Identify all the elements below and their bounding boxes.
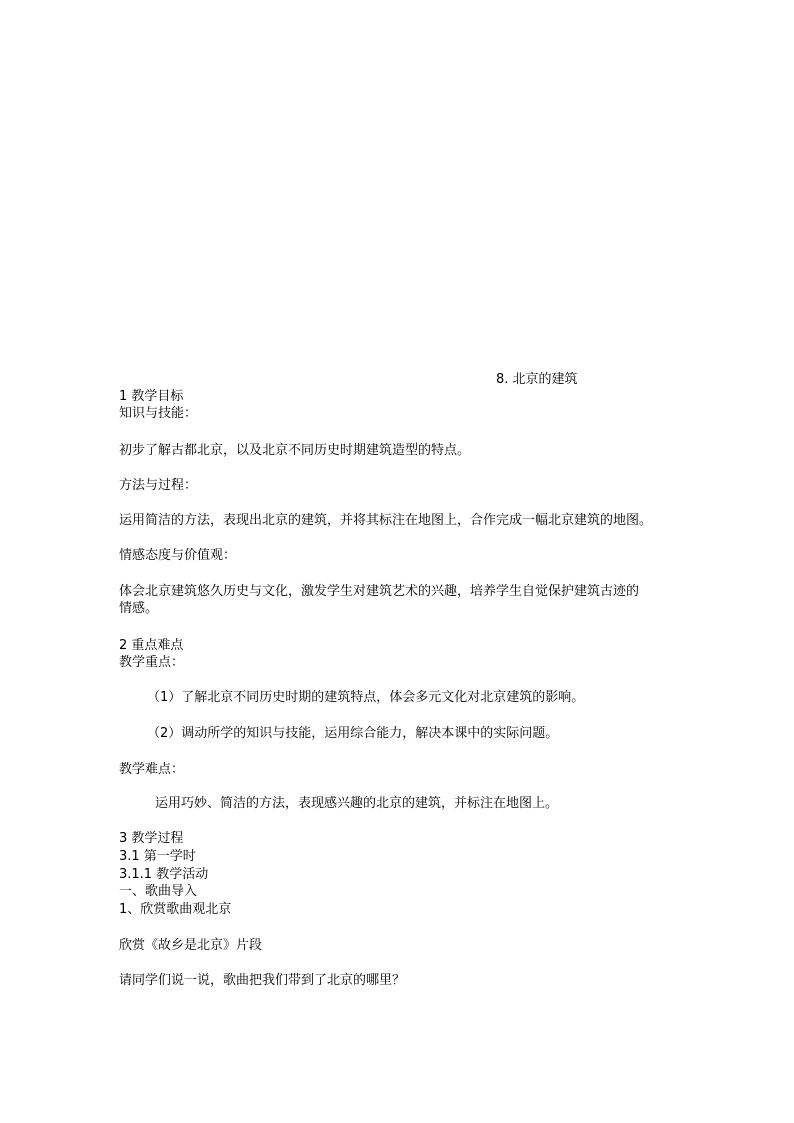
section-heading-key-points: 2 重点难点	[119, 638, 184, 653]
emotion-text-line2: 情感。	[119, 601, 159, 616]
subsection-heading-period-1: 3.1 第一学时	[119, 849, 196, 864]
knowledge-text: 初步了解古都北京，以及北京不同历史时期建筑造型的特点。	[119, 443, 471, 458]
emotion-text-line1: 体会北京建筑悠久历史与文化，激发学生对建筑艺术的兴趣，培养学生自觉保护建筑古迹的	[119, 584, 640, 599]
key-points-label: 教学重点：	[119, 655, 185, 670]
document-title: 8. 北京的建筑	[496, 372, 578, 387]
difficulty-text: 运用巧妙、简洁的方法，表现感兴趣的北京的建筑，并标注在地图上。	[155, 796, 559, 811]
part-heading-song-intro: 一、歌曲导入	[119, 884, 198, 899]
discussion-question: 请同学们说一说，歌曲把我们带到了北京的哪里？	[119, 973, 406, 988]
emotion-label: 情感态度与价值观：	[119, 548, 237, 563]
key-point-item-2: （2）调动所学的知识与技能，运用综合能力，解决本课中的实际问题。	[147, 726, 559, 741]
part-item-1: 1、欣赏歌曲观北京	[119, 902, 232, 917]
knowledge-label: 知识与技能：	[119, 406, 198, 421]
section-heading-process: 3 教学过程	[119, 831, 184, 846]
difficulty-label: 教学难点：	[119, 762, 185, 777]
key-point-item-1: （1）了解北京不同历史时期的建筑特点，体会多元文化对北京建筑的影响。	[147, 690, 585, 705]
method-label: 方法与过程：	[119, 478, 198, 493]
method-text: 运用简洁的方法，表现出北京的建筑，并将其标注在地图上，合作完成一幅北京建筑的地图。	[119, 513, 653, 528]
section-heading-objectives: 1 教学目标	[119, 389, 184, 404]
song-excerpt-text: 欣赏《故乡是北京》片段	[119, 938, 263, 953]
subsection-heading-activities: 3.1.1 教学活动	[119, 867, 209, 882]
